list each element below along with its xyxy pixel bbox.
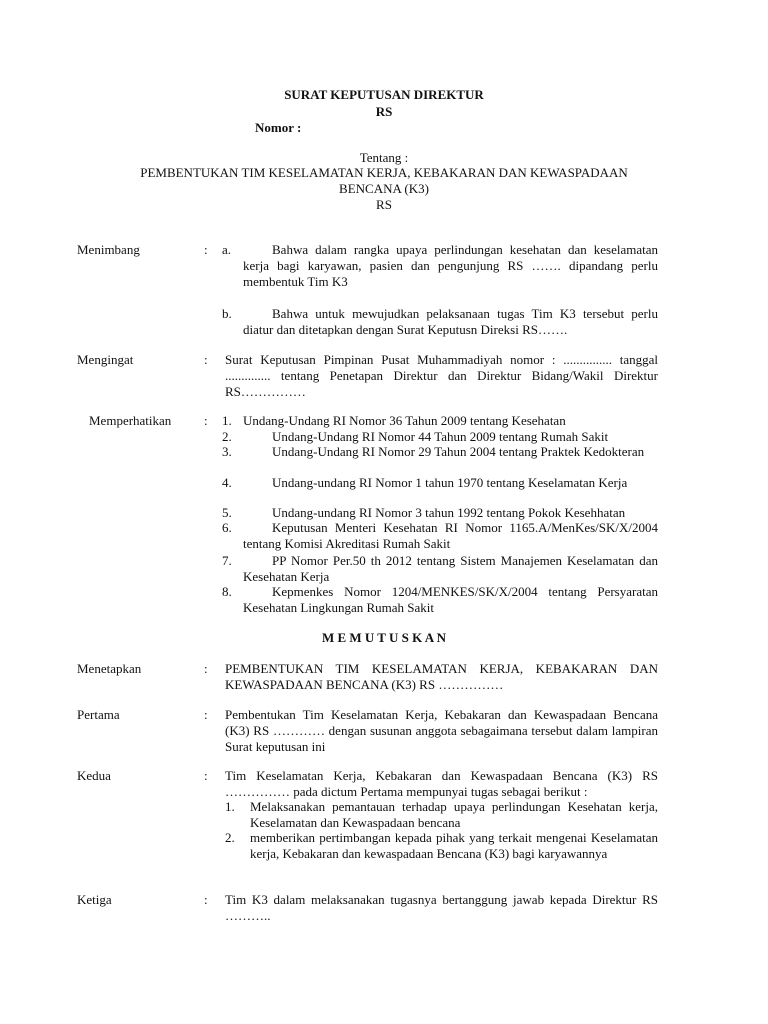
ketiga-label: Ketiga bbox=[77, 892, 112, 907]
item-marker: 2. bbox=[222, 429, 232, 444]
kedua-colon: : bbox=[204, 768, 208, 783]
item-marker: 2. bbox=[225, 830, 235, 845]
item-text: memberikan pertimbangan kepada pihak yang terkait mengenai Keselamatan kerja, Kebakaran dan kewaspadaan Bencana (K3) bagi karyawannya bbox=[250, 830, 658, 861]
item-marker: 4. bbox=[222, 475, 232, 490]
mengingat-label: Mengingat bbox=[77, 352, 134, 367]
memperhatikan-colon: : bbox=[204, 413, 208, 428]
subject-line-2: BENCANA (K3) bbox=[339, 181, 429, 196]
tentang-label: Tentang : bbox=[359, 150, 409, 165]
document-title: SURAT KEPUTUSAN DIREKTUR bbox=[284, 87, 484, 102]
menetapkan-label: Menetapkan bbox=[77, 661, 142, 676]
item-text: Bahwa untuk mewujudkan pelaksanaan tugas Tim K3 tersebut perlu diatur dan ditetapkan dengan Surat Keputusn Direksi RS……. bbox=[243, 306, 658, 337]
item-marker: 6. bbox=[222, 520, 232, 535]
item-marker: 1. bbox=[225, 799, 235, 814]
item-text: Undang-Undang RI Nomor 36 Tahun 2009 tentang Kesehatan bbox=[243, 413, 566, 428]
kedua-text: Tim Keselamatan Kerja, Kebakaran dan Kewaspadaan Bencana (K3) RS …………… pada dictum Pertama mempunyai tugas sebagai berikut : bbox=[225, 768, 658, 799]
item-text: Melaksanakan pemantauan terhadap upaya perlindungan Kesehatan kerja, Keselamatan dan Kewaspadaan bencana bbox=[250, 799, 658, 830]
menetapkan-text: PEMBENTUKAN TIM KESELAMATAN KERJA, KEBAKARAN DAN KEWASPADAAN BENCANA (K3) RS …………… bbox=[225, 661, 658, 692]
item-marker: 5. bbox=[222, 505, 232, 520]
item-text: Bahwa dalam rangka upaya perlindungan kesehatan dan keselamatan kerja bagi karyawan, pasien dan pengunjung RS ……. dipandang perlu membentuk Tim K3 bbox=[243, 242, 658, 289]
item-marker: 8. bbox=[222, 584, 232, 599]
nomor-label: Nomor : bbox=[255, 120, 302, 135]
item-marker: 7. bbox=[222, 553, 232, 568]
document-title-rs: RS bbox=[375, 104, 393, 119]
ketiga-text: Tim K3 dalam melaksanakan tugasnya bertanggung jawab kepada Direktur RS ……….. bbox=[225, 892, 658, 923]
memutuskan-heading: M E M U T U S K A N bbox=[321, 630, 447, 645]
pertama-text: Pembentukan Tim Keselamatan Kerja, Kebakaran dan Kewaspadaan Bencana (K3) RS ………… dengan susunan anggota sebagaimana tersebut dalam lampiran Surat keputusan ini bbox=[225, 707, 658, 754]
item-text: Undang-Undang RI Nomor 29 Tahun 2004 tentang Praktek Kedokteran bbox=[272, 444, 645, 459]
item-marker: 1. bbox=[222, 413, 232, 428]
subject-rs: RS bbox=[376, 197, 392, 212]
ketiga-colon: : bbox=[204, 892, 208, 907]
mengingat-text: Surat Keputusan Pimpinan Pusat Muhammadiyah nomor : ............... tanggal .............. tentang Penetapan Direktur dan Direktur Bidang/Wakil Direktur RS…………… bbox=[225, 352, 658, 399]
menetapkan-colon: : bbox=[204, 661, 208, 676]
pertama-label: Pertama bbox=[77, 707, 120, 722]
item-text: Undang-undang RI Nomor 3 tahun 1992 tentang Pokok Kesehhatan bbox=[272, 505, 626, 520]
item-text: Undang-undang RI Nomor 1 tahun 1970 tentang Keselamatan Kerja bbox=[272, 475, 628, 490]
item-text: Keputusan Menteri Kesehatan RI Nomor 1165.A/MenKes/SK/X/2004 tentang Komisi Akreditasi Rumah Sakit bbox=[243, 520, 658, 551]
menimbang-label: Menimbang bbox=[77, 242, 140, 257]
menimbang-colon: : bbox=[204, 242, 208, 257]
memperhatikan-label: Memperhatikan bbox=[89, 413, 172, 428]
item-marker: 3. bbox=[222, 444, 232, 459]
item-text: PP Nomor Per.50 th 2012 tentang Sistem Manajemen Keselamatan dan Kesehatan Kerja bbox=[243, 553, 658, 584]
item-text: Undang-Undang RI Nomor 44 Tahun 2009 tentang Rumah Sakit bbox=[272, 429, 609, 444]
mengingat-colon: : bbox=[204, 352, 208, 367]
subject-line-1: PEMBENTUKAN TIM KESELAMATAN KERJA, KEBAKARAN DAN KEWASPADAAN bbox=[140, 165, 628, 180]
item-text: Kepmenkes Nomor 1204/MENKES/SK/X/2004 tentang Persyaratan Kesehatan Lingkungan Rumah Sakit bbox=[243, 584, 658, 615]
item-marker: b. bbox=[222, 306, 232, 321]
kedua-label: Kedua bbox=[77, 768, 111, 783]
pertama-colon: : bbox=[204, 707, 208, 722]
item-marker: a. bbox=[222, 242, 232, 257]
